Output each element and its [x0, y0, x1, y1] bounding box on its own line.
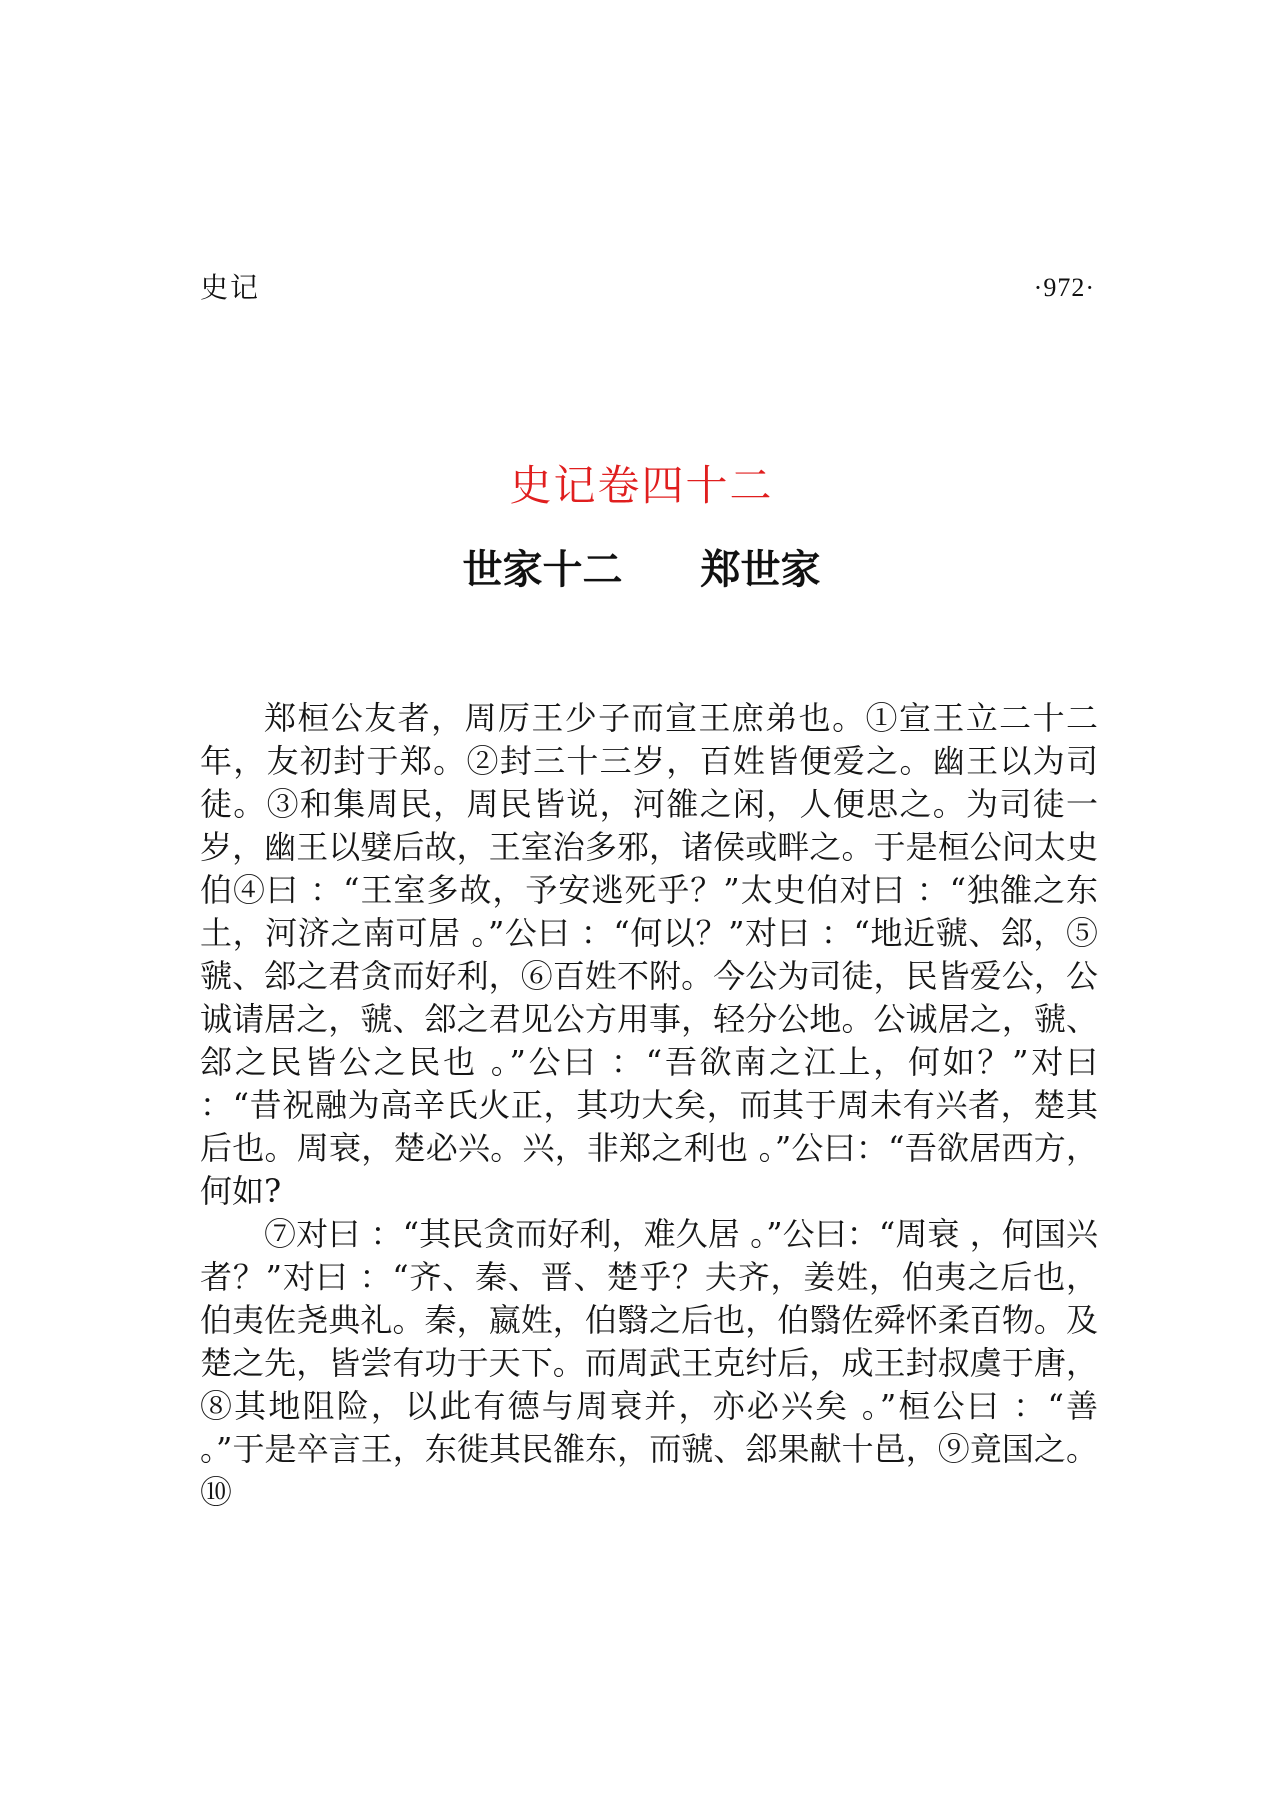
- page-number: ·972·: [1033, 273, 1095, 302]
- paragraph-1: 郑桓公友者，周厉王少子而宣王庶弟也。①宣王立二十二年，友初封于郑。②封三十三岁，百姓皆便爱之。幽王以为司徒。③和集周民，周民皆说，河雒之闲，人便思之。为司徒一岁，幽王以嬖后故，王室治多邪，诸侯或畔之。于是桓公问太史伯④曰 ：“王室多故，予安逃死乎？”太史伯对曰 ：“独雒之东土，河济之南可居 。”公曰 ：“何以？”对曰 ：“地近虢、郐，⑤虢、郐之君贪而好利，⑥百姓不附。今公为司徒，民皆爱公，公诚请居之，虢、郐之君见公方用事，轻分公地。公诚居之，虢、郐之民皆公之民也 。”公曰 ：“吾欲南之江上，何如？”对曰 ：“昔祝融为高辛氏火正，其功大矣，而其于周未有兴者，楚其后也。周衰，楚必兴。兴，非郑之利也 。”公曰：“吾欲居西方，何如?: [200, 699, 1098, 1210]
- book-name: 史记: [200, 271, 261, 304]
- volume-title: 史记卷四十二: [509, 461, 774, 510]
- section-title: 世家十二: [462, 547, 623, 593]
- chapter-name: 郑世家: [700, 547, 821, 593]
- chapter-title: [0, 543, 1283, 597]
- paragraph-2: ⑦对曰 ：“其民贪而好利，难久居 。”公曰：“周衰 ，何国兴者？”对曰 ：“齐、秦、晋、楚乎？夫齐，姜姓，伯夷之后也，伯夷佐尧典礼。秦，嬴姓，伯翳之后也，伯翳佐舜怀柔百物。及楚之先，皆尝有功于天下。而周武王克纣后，成王封叔虞于唐，⑧其地阻险，以此有德与周衰并，亦必兴矣 。”桓公曰 ：“善 。”于是卒言王，东徙其民雒东，而虢、郐果献十邑，⑨竟国之。⑩: [200, 1215, 1098, 1511]
- running-head: [200, 268, 1095, 308]
- body-text: [200, 697, 1098, 1514]
